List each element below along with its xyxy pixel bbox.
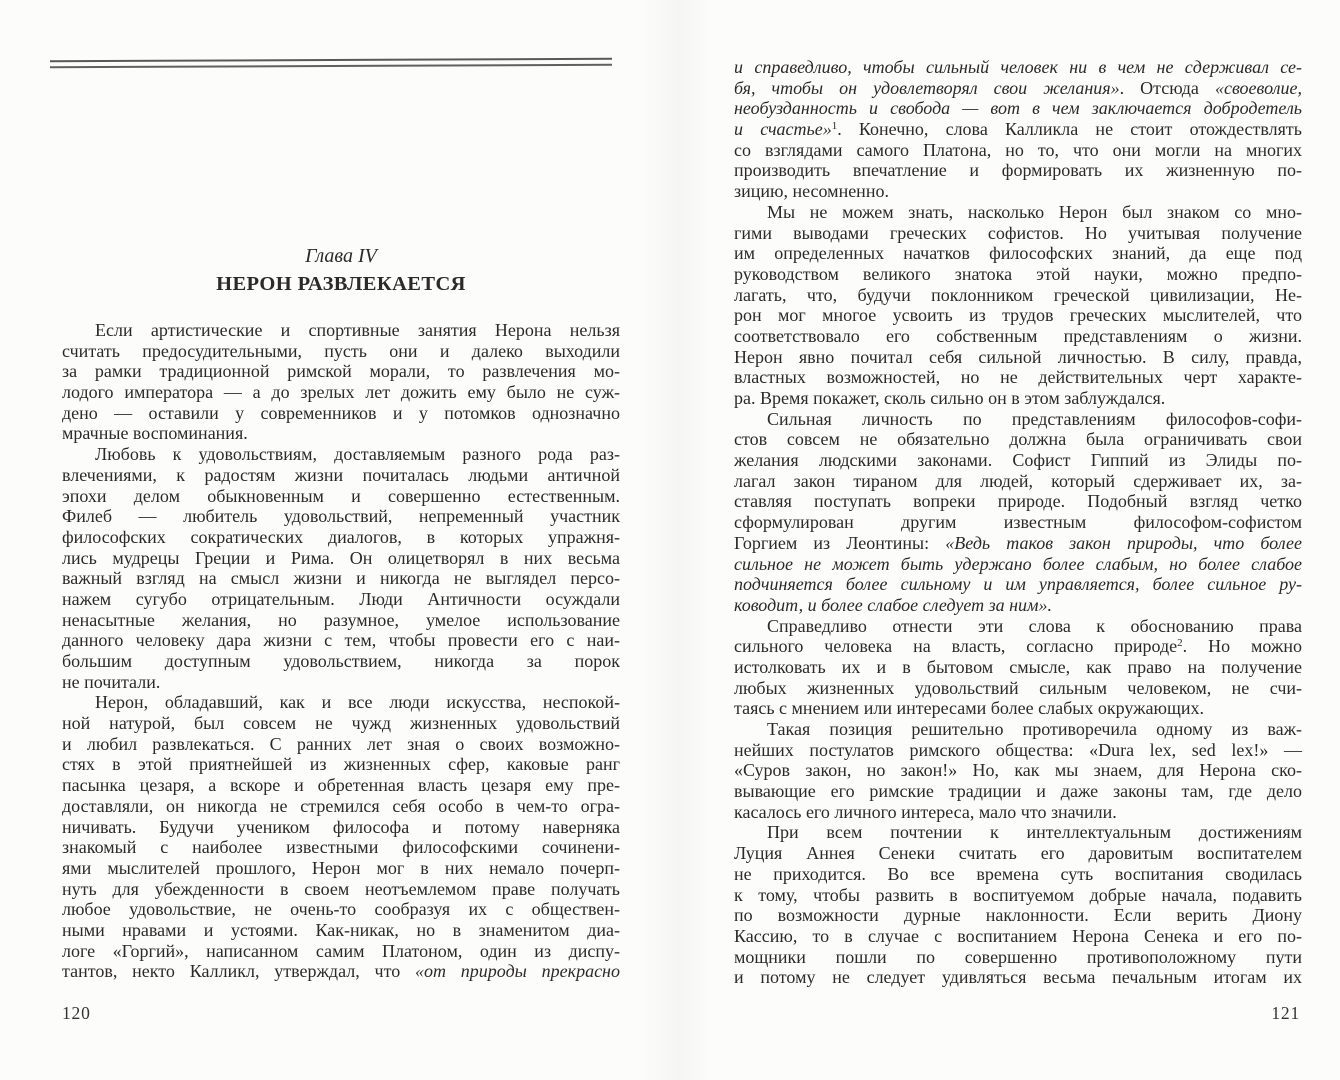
quoted-text: «Ведь таков закон природы, что более (945, 532, 1302, 553)
body-text: Горгием из Леонтины: (734, 532, 946, 553)
text-line (734, 822, 1302, 843)
text-line (734, 305, 1302, 326)
text-line (734, 119, 1302, 140)
text-line (734, 574, 1302, 595)
body-text: стов совсем не обязательно должна была ограничивать свои (734, 429, 1302, 450)
text-line (734, 864, 1302, 885)
body-text: желания людскими законами. Софист Гиппий из Элиды по- (734, 450, 1302, 471)
text-line (734, 885, 1302, 906)
body-text: ной натурой, был совсем не чужд жизненных удовольствий (62, 713, 620, 734)
text-line (734, 554, 1302, 575)
text-line (62, 361, 620, 382)
body-text: гими выводами греческих софистов. Но учитывая получение (734, 222, 1302, 243)
body-text: считать предосудительными, пусть они и далеко выходили (62, 340, 620, 361)
text-line (734, 223, 1302, 244)
body-text: мощники пошли по совершенно противоположному пути (734, 946, 1302, 967)
body-text: дено — оставили у современников и у потомков однозначно (62, 402, 620, 423)
page-gutter-shadow (640, 0, 710, 1080)
body-text: и потому не следует удивляться весьма печальным итогам их (734, 967, 1302, 988)
body-text: Если артистические и спортивные занятия Нерона нельзя (95, 320, 620, 340)
quoted-text: и справедливо, чтобы сильный человек ни в чем не сдерживал се- (734, 57, 1302, 77)
paragraph (62, 692, 620, 982)
body-text: Такая позиция решительно противоречила одному из важ- (767, 719, 1302, 739)
body-text: Луция Аннея Сенеки считать его даровитым воспитателем (734, 843, 1302, 864)
text-line (734, 202, 1302, 223)
text-line (62, 941, 620, 962)
page-number-right: 121 (1271, 1003, 1300, 1023)
body-text: зицию, несомненно. (734, 181, 889, 202)
footnote-marker: 2 (1177, 637, 1183, 650)
paragraph (734, 719, 1302, 822)
text-line (734, 967, 1302, 988)
text-line (734, 595, 1302, 616)
text-line (734, 140, 1302, 161)
text-line (62, 589, 620, 610)
text-line (734, 678, 1302, 699)
body-text: нажем сугубо отрицательным. Люди Античности осуждали (62, 588, 620, 609)
text-line (62, 734, 620, 755)
text-line (734, 760, 1302, 781)
body-text: к тому, чтобы развить в воспитуемом добрые начала, подавить (734, 884, 1302, 905)
text-line (62, 382, 620, 403)
quoted-text: сильное не может быть удержано более слабым, но более слабое (734, 553, 1302, 574)
text-line (734, 471, 1302, 492)
body-text: сильного человека на власть, согласно природе (734, 636, 1178, 657)
body-text: лись мудрецы Греции и Рима. Он олицетворял в них весьма (62, 547, 620, 568)
body-text: ненасытные желания, но разумное, умелое использование (62, 609, 620, 630)
body-text: ными нравами и устоями. Как-никак, но в знаменитом диа- (62, 919, 620, 940)
text-line (62, 568, 620, 589)
text-line (734, 98, 1302, 119)
body-text: важный взгляд на смысл жизни и никогда не выглядел персо- (62, 568, 620, 589)
left-page (62, 0, 620, 1080)
paragraph (734, 57, 1302, 202)
text-line (62, 692, 620, 713)
text-line (734, 388, 1302, 409)
text-line (62, 879, 620, 900)
body-text: При всем почтении к интеллектуальным достижениям (767, 822, 1302, 843)
body-text: Сильная личность по представлениям философов-софи- (767, 408, 1302, 429)
body-text: властных возможностей, но не действительных черт характе- (734, 367, 1302, 388)
right-page (734, 0, 1302, 1080)
quoted-text: «своеволие, (1214, 77, 1302, 98)
body-text: не почитали. (62, 671, 161, 692)
quoted-text: ководит, и более слабое следует за ним». (734, 594, 1053, 615)
text-line (62, 713, 620, 734)
body-text: пасынка цезаря, а вскоре и обретенная власть цезаря ему пре- (62, 775, 620, 796)
text-line (734, 326, 1302, 347)
text-line (62, 796, 620, 817)
text-line (62, 486, 620, 507)
quoted-text: «от природы прекрасно (415, 961, 620, 982)
body-text: и любил развлекаться. С ранних лет зная о своих возможно- (62, 733, 620, 754)
text-line (734, 802, 1302, 823)
body-text: нейших постулатов римского общества: «Dura lex, sed lex!» — (734, 739, 1302, 760)
paragraph (734, 822, 1302, 988)
body-text: эпохи делом обыкновенным и совершенно естественным. (62, 485, 620, 506)
body-text: любых жизненных удовольствий сильным человеком, не счи- (734, 677, 1302, 698)
text-line (734, 843, 1302, 864)
text-line (62, 920, 620, 941)
chapter-heading (62, 243, 620, 299)
body-text: влечениями, к радостям жизни почиталась людьми античной (62, 464, 620, 485)
text-line (734, 926, 1302, 947)
text-line (62, 837, 620, 858)
text-line (62, 403, 620, 424)
text-line (734, 947, 1302, 968)
body-text: тантов, некто Калликл, утверждал, что (62, 961, 415, 982)
body-text: истолковать их и в бытовом смысле, как право на получение (734, 656, 1302, 677)
body-text: ра. Время покажет, сколь сильно он в этом заблуждался. (734, 388, 1166, 408)
body-text: руководством великого знатока этой науки, можно предпо- (734, 263, 1302, 284)
text-line (62, 444, 620, 465)
text-line (62, 672, 620, 693)
body-text: Справедливо отнести эти слова к обоснованию права (767, 615, 1302, 636)
text-line (734, 285, 1302, 306)
body-text: любое удовольствие, не очень-то сообразуя их с обществен- (62, 899, 620, 920)
text-line (62, 651, 620, 672)
body-text: мрачные воспоминания. (62, 423, 248, 444)
quoted-text: и счастье» (734, 119, 832, 140)
body-text: лодого императора — а до зрелых лет дожить ему было не суж- (62, 382, 620, 403)
text-line (62, 630, 620, 651)
body-text: данного человеку дара жизни с тем, чтобы провести его с наи- (62, 630, 620, 651)
body-text: доставляли, он никогда не стремился себя особо в чем-то огра- (62, 795, 620, 816)
text-line (734, 367, 1302, 388)
paragraph (62, 320, 620, 444)
text-line (734, 243, 1302, 264)
body-text: таясь с мнением или интересами более слабых окружающих. (734, 698, 1204, 719)
text-line (734, 450, 1302, 471)
body-text: по возможности дурные наклонности. Если верить Диону (734, 905, 1302, 926)
right-page-text (734, 57, 1302, 988)
text-line (734, 57, 1302, 78)
text-line (62, 548, 620, 569)
chapter-title: НЕРОН РАЗВЛЕКАЕТСЯ (216, 273, 466, 295)
text-line (62, 423, 620, 444)
paragraph (62, 444, 620, 692)
text-line (62, 320, 620, 341)
body-text: ставляя поступать вопреки природе. Подобный взгляд четко (734, 491, 1302, 512)
text-line (734, 491, 1302, 512)
quoted-text: необузданность и свобода — вот в чем заключается добродетель (734, 98, 1302, 119)
body-text: им определенных начатков философских знаний, да еще под (734, 243, 1302, 264)
chapter-label: Глава IV (305, 245, 377, 267)
left-page-text (62, 320, 620, 982)
text-line (734, 78, 1302, 99)
footnote-marker: 1 (831, 120, 838, 133)
text-line (62, 817, 620, 838)
body-text: ничивать. Будучи учеником философа и потому наверняка (62, 816, 620, 837)
text-line (734, 781, 1302, 802)
body-text: стях в этой приятнейшей из жизненных сфер, каковые ранг (62, 754, 620, 775)
body-text: знакомый с наиболее известными философскими сочинени- (62, 837, 620, 858)
body-text: соответствовало его собственным представлениям о жизни. (734, 325, 1302, 346)
text-line (62, 754, 620, 775)
body-text: большим доступным удовольствием, никогда за порок (62, 651, 620, 671)
body-text: не приходится. Во все времена суть воспитания сводилась (734, 863, 1302, 884)
body-text: логе «Горгий», написанном самим Платоном, один из диспу- (62, 940, 620, 961)
text-line (734, 719, 1302, 740)
text-line (62, 465, 620, 486)
text-line (734, 533, 1302, 554)
quoted-text: бя, чтобы он удовлетворял свои желания» (734, 77, 1120, 98)
text-line (62, 506, 620, 527)
text-line (734, 740, 1302, 761)
body-text: нуть для убежденности в своем неотъемлемом праве получать (62, 878, 620, 899)
paragraph (734, 616, 1302, 719)
body-text: рон мог многое усвоить из трудов греческих мыслителей, что (734, 305, 1302, 326)
text-line (62, 775, 620, 796)
body-text: . Но можно (1182, 636, 1302, 657)
body-text: Нерон явно почитал себя сильной личностью. В силу, правда, (734, 346, 1302, 367)
page-number-left: 120 (62, 1003, 91, 1023)
body-text: Мы не можем знать, насколько Нерон был знаком со мно- (767, 201, 1302, 222)
body-text: . Отсюда (1119, 77, 1215, 98)
body-text: за рамки традиционной римской морали, то развлечения мо- (62, 361, 620, 382)
text-line (734, 657, 1302, 678)
body-text: производить впечатление и формировать их жизненную по- (734, 160, 1302, 181)
body-text: философских сократических диалогов, в которых упражня- (62, 526, 620, 547)
header-rule (50, 58, 612, 68)
text-line (62, 858, 620, 879)
body-text: ями мыслителей прошлого, Нерон мог в них немало почерп- (62, 857, 620, 878)
body-text: Филеб — любитель удовольствий, непременный участник (62, 506, 620, 527)
body-text: Любовь к удовольствиям, доставляемым разного рода раз- (95, 444, 620, 465)
text-line (734, 905, 1302, 926)
text-line (734, 181, 1302, 202)
text-line (734, 429, 1302, 450)
body-text: . Конечно, слова Калликла не стоит отождествлять (837, 119, 1303, 140)
body-text: касалось его личного интереса, мало что значили. (734, 801, 1117, 822)
text-line (734, 264, 1302, 285)
text-line (734, 160, 1302, 181)
paragraph (734, 409, 1302, 616)
quoted-text: подчиняется более сильному и им управляется, более сильное ру- (734, 574, 1302, 595)
body-text: лагать, что, будучи поклонником греческой цивилизации, Не- (734, 284, 1302, 305)
text-line (62, 961, 620, 982)
body-text: Нерон, обладавший, как и все люди искусства, неспокой- (95, 692, 620, 713)
text-line (734, 409, 1302, 430)
body-text: вывающие его римские традиции и даже законы там, где дело (734, 781, 1302, 802)
text-line (62, 899, 620, 920)
body-text: Кассию, то в случае с воспитанием Нерона Сенека и его по- (734, 925, 1302, 946)
text-line (734, 512, 1302, 533)
text-line (734, 616, 1302, 637)
body-text: лагал закон тираном для людей, который сдерживает их, за- (734, 470, 1302, 491)
body-text: со взглядами самого Платона, но то, что они могли на многих (734, 139, 1302, 160)
body-text: сформулирован другим известным философом-софистом (734, 512, 1302, 533)
text-line (734, 636, 1302, 657)
paragraph (734, 202, 1302, 409)
text-line (62, 341, 620, 362)
text-line (62, 527, 620, 548)
text-line (734, 347, 1302, 368)
body-text: «Суров закон, но закон!» Но, как мы знаем, для Нерона ско- (734, 760, 1302, 781)
text-line (62, 610, 620, 631)
text-line (734, 698, 1302, 719)
